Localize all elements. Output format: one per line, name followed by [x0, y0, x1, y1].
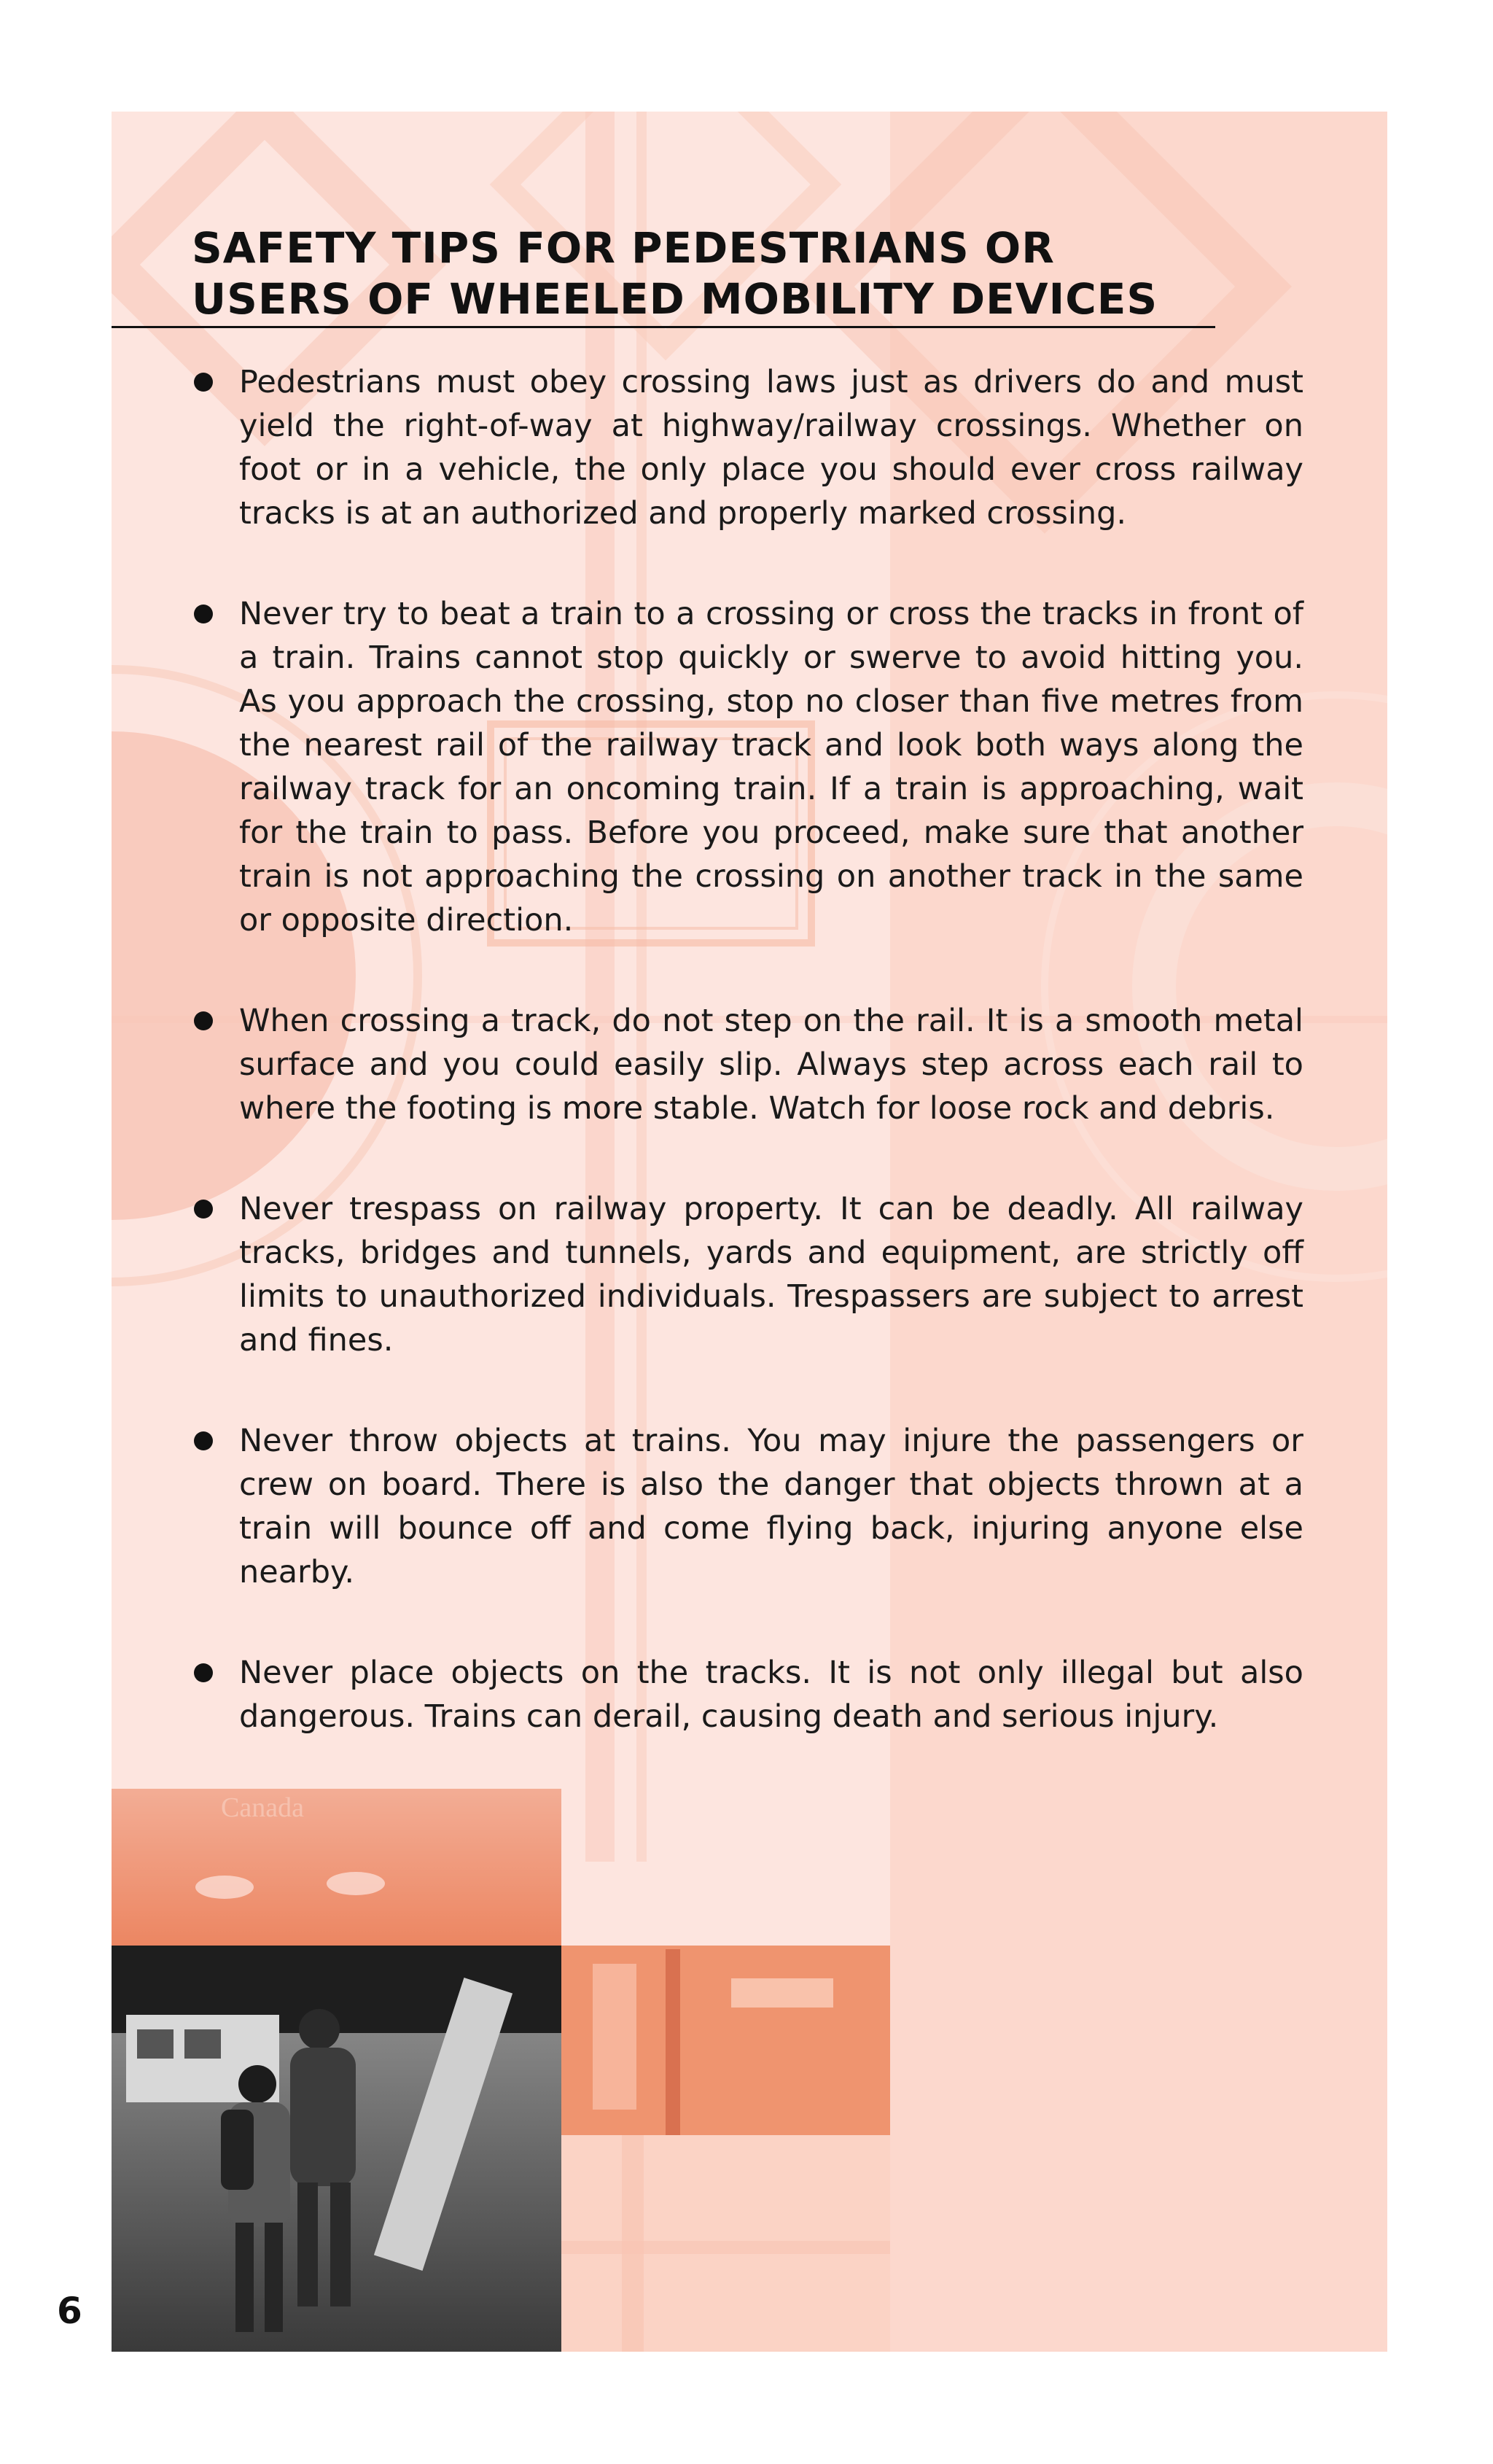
- tip-item: [192, 1651, 1303, 1738]
- safety-tips-list: [192, 360, 1303, 1795]
- bullet-icon: [194, 1431, 213, 1450]
- tip-text: Never try to beat a train to a crossing or cross the tracks in front of a train. Trains cannot stop quickly or swerve to avoid hitting you. As you approach the crossing, stop no closer than five metres from the nearest rail of the railway track and look both ways along the railway track for an oncoming train. If a train is approaching, wait for the train to pass. Before you proceed, make sure that another train is not approaching the crossing on another track in the same or opposite direction.: [239, 596, 1303, 938]
- tip-text: When crossing a track, do not step on the rail. It is a smooth metal surface and you could easily slip. Always step across each rail to where the footing is more stable. Watch for loose rock and debris.: [239, 1003, 1303, 1127]
- bullet-icon: [194, 373, 213, 392]
- tip-item: [192, 1419, 1303, 1594]
- title-underline: [112, 326, 1215, 328]
- tip-item: [192, 360, 1303, 535]
- bullet-icon: [194, 1663, 213, 1682]
- tip-item: [192, 592, 1303, 942]
- pedestrian-photo-collage: [112, 1789, 890, 2352]
- tip-text: Never place objects on the tracks. It is not only illegal but also dangerous. Trains can derail, causing death and serious injury.: [239, 1655, 1303, 1735]
- tip-text: Pedestrians must obey crossing laws just as drivers do and must yield the right-of-way at highway/railway crossings. Whether on foot or in a vehicle, the only place you should ever cross railway tracks is at an authorized and properly marked crossing.: [239, 364, 1303, 532]
- bullet-icon: [194, 1011, 213, 1030]
- tip-item: [192, 999, 1303, 1130]
- tip-text: Never trespass on railway property. It can be deadly. All railway tracks, bridges and tunnels, yards and equipment, are strictly off limits to unauthorized individuals. Trespassers are subject to arrest and fines.: [239, 1191, 1303, 1359]
- page-title: SAFETY TIPS FOR PEDESTRIANS OR USERS OF WHEELED MOBILITY DEVICES: [192, 223, 1158, 324]
- station-sign-text: Canada: [221, 1792, 304, 1823]
- tip-item: [192, 1187, 1303, 1362]
- bullet-icon: [194, 605, 213, 623]
- station-strip: [112, 1789, 561, 1946]
- bullet-icon: [194, 1200, 213, 1219]
- page-number: 6: [57, 2290, 82, 2332]
- tip-text: Never throw objects at trains. You may injure the passengers or crew on board. There is also the danger that objects thrown at a train will bounce off and come flying back, injuring anyone else nearby.: [239, 1423, 1303, 1590]
